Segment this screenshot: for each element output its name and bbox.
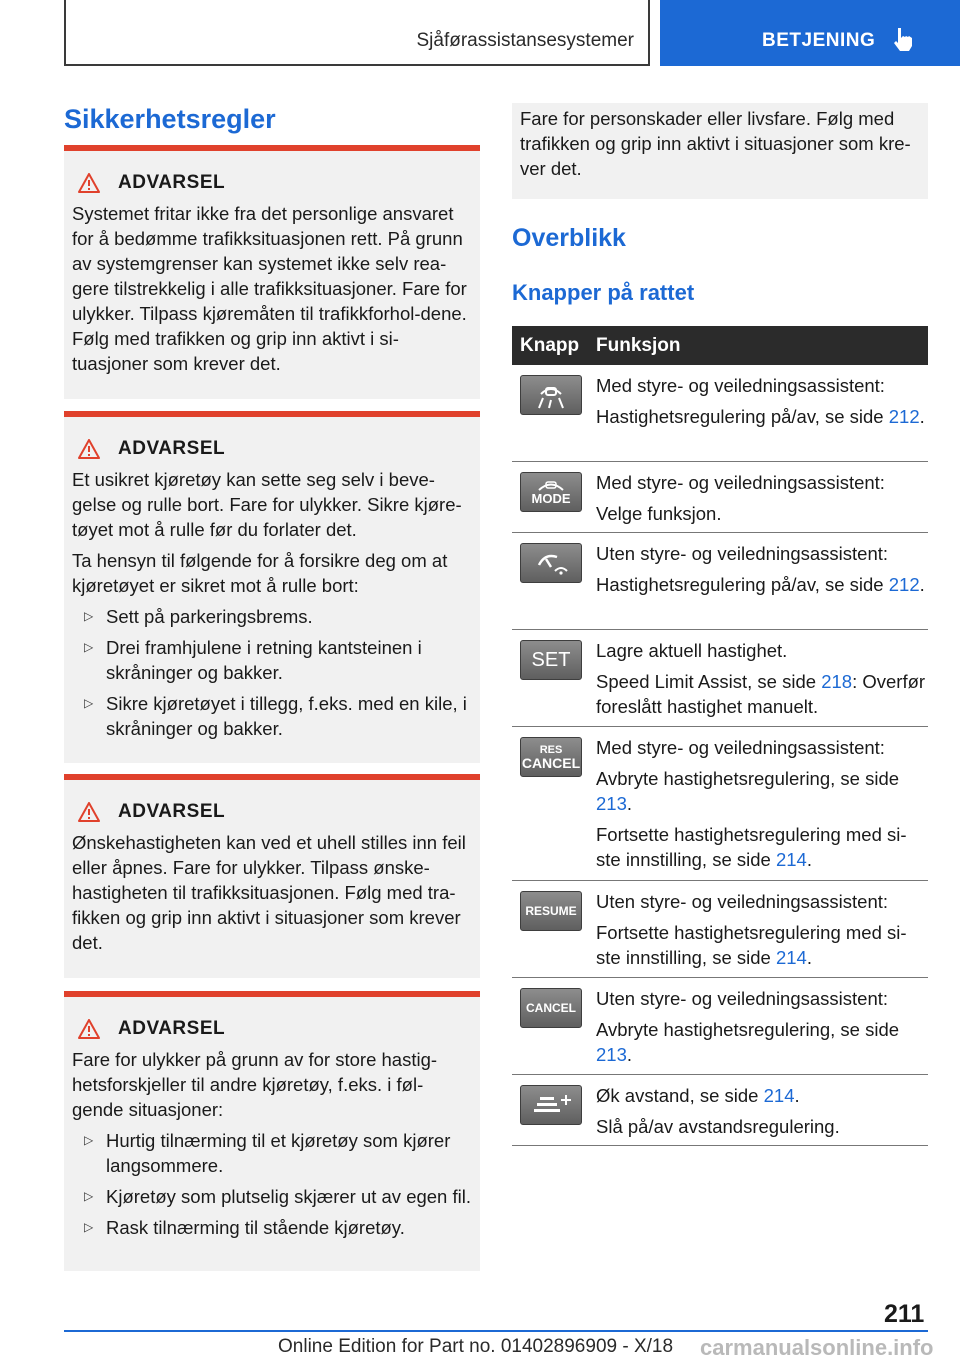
function-text: Slå på/av avstandsregulering.	[596, 1116, 840, 1137]
warning-label: ADVARSEL	[118, 172, 226, 193]
section-title: Overblikk	[512, 224, 626, 252]
function-text: Hastighetsregulering på/av, se side 212.	[596, 406, 925, 427]
column-header-function: Funksjon	[596, 334, 681, 356]
subsection-title: Knapper på rattet	[512, 280, 695, 305]
page-link[interactable]: 214	[775, 947, 807, 968]
table-row	[512, 978, 928, 1075]
page-link[interactable]: 218	[821, 671, 853, 692]
page-link[interactable]: 213	[596, 1044, 627, 1065]
function-text: Velge funksjon.	[596, 503, 722, 524]
watermark: carmanualsonline.info	[700, 1335, 934, 1360]
page-link[interactable]: 214	[775, 849, 807, 870]
list-item: ▷ Sett på parkeringsbrems.	[72, 604, 472, 629]
bullet-list	[72, 1128, 472, 1240]
function-text: Uten styre- og veiledningsassistent:	[596, 891, 889, 912]
steering-assistant-icon	[520, 375, 582, 415]
function-text: Fortsette hastighetsregulering med si-ste innstilling, se side 214.	[596, 922, 907, 968]
warning-triangle-icon	[78, 173, 100, 193]
warning-continuation	[512, 103, 928, 199]
page-link[interactable]: 212	[888, 406, 920, 427]
table-header	[512, 326, 928, 365]
table-row	[512, 462, 928, 533]
table-row	[512, 533, 928, 630]
resume-button-icon: RESUME	[520, 891, 582, 931]
note-text: Fare for personskader eller livsfare. Følg med trafikken og grip inn aktivt i situasjoner som kre-ver det.	[520, 108, 911, 179]
function-text: Uten styre- og veiledningsassistent:	[596, 543, 889, 564]
warning-triangle-icon	[78, 439, 100, 459]
warning-label: ADVARSEL	[118, 801, 226, 822]
warning-box	[64, 411, 480, 763]
list-item: ▷ Hurtig tilnærming til et kjøretøy som kjører langsommere.	[72, 1128, 472, 1178]
function-text: Lagre aktuell hastighet.	[596, 640, 788, 661]
function-text: Hastighetsregulering på/av, se side 212.	[596, 574, 925, 595]
header-chapter-tab[interactable]	[660, 0, 960, 66]
page-link[interactable]: 212	[888, 574, 920, 595]
list-item: ▷ Drei framhjulene i retning kantsteinen i skråninger og bakker.	[72, 635, 472, 685]
warning-text: Systemet fritar ikke fra det personlige ansvaret for å bedømme trafikksituasjonen rett. På grunn av systemgrenser kan systemet ikke selv rea-gere tilstrekkelig i alle trafikksituasjoner. Fare for ulykker. Tilpass kjøremåten til trafikkforhol-dene. Følg med trafikken og grip inn aktivt i si-tuasjoner som krever det.	[72, 203, 467, 374]
function-text: Med styre- og veiledningsassistent:	[596, 472, 885, 493]
res-cancel-button-icon: RES CANCEL	[520, 737, 582, 777]
page-title: Sikkerhetsregler	[64, 104, 276, 134]
function-text: Avbryte hastighetsregulering, se side 213.	[596, 1019, 900, 1065]
warning-box	[64, 145, 480, 399]
footer-divider	[64, 1330, 928, 1332]
warning-text: Et usikret kjøretøy kan sette seg selv i beve-gelse og rulle bort. Fare for ulykker. Sikre kjøre-tøyet mot å rulle før du forlater det.	[72, 469, 462, 540]
warning-box	[64, 991, 480, 1271]
warning-label: ADVARSEL	[118, 438, 226, 459]
footer-edition: Online Edition for Part no. 01402896909 - X/18	[278, 1336, 674, 1357]
warning-triangle-icon	[78, 1019, 100, 1039]
table-row	[512, 1075, 928, 1146]
list-item: ▷ Sikre kjøretøyet i tillegg, f.eks. med en kile, i skråninger og bakker.	[72, 691, 472, 741]
list-item: ▷ Rask tilnærming til stående kjøretøy.	[72, 1215, 472, 1240]
buttons-table	[512, 326, 928, 1146]
function-text: Øk avstand, se side 214.	[596, 1085, 800, 1106]
warning-box	[64, 774, 480, 978]
table-row	[512, 365, 928, 462]
warning-triangle-icon	[78, 802, 100, 822]
function-text: Med styre- og veiledningsassistent:	[596, 737, 885, 758]
mode-button-icon: MODE	[520, 472, 582, 512]
warning-text: Ønskehastigheten kan ved et uhell stilles inn feil eller åpnes. Fare for ulykker. Tilpass ønske-hastigheten til trafikksituasjonen. Følg med tra-fikken og grip inn aktivt i situasjoner som krever det.	[72, 832, 466, 953]
function-text: Avbryte hastighetsregulering, se side 213.	[596, 768, 900, 814]
column-header-button: Knapp	[520, 334, 580, 356]
header-section-box	[64, 0, 650, 66]
page-link[interactable]: 214	[763, 1085, 795, 1106]
header-section-title: Sjåførassistansesystemer	[416, 30, 634, 51]
set-button-icon: SET	[520, 640, 582, 680]
page-number: 211	[884, 1300, 925, 1328]
function-text: Speed Limit Assist, se side 218: Overfør foreslått hastighet manuelt.	[596, 671, 926, 717]
distance-plus-icon	[520, 1085, 582, 1125]
function-text: Uten styre- og veiledningsassistent:	[596, 988, 889, 1009]
warning-heading	[72, 800, 472, 824]
cancel-button-icon: CANCEL	[520, 988, 582, 1028]
page-link[interactable]: 213	[596, 793, 627, 814]
function-text: Med styre- og veiledningsassistent:	[596, 375, 885, 396]
warning-text: Fare for ulykker på grunn av for store hastig-hetsforskjeller til andre kjøretøy, f.eks. i føl-gende situasjoner:	[72, 1049, 438, 1120]
hand-pointer-icon	[892, 26, 914, 52]
header-chapter-label: BETJENING	[762, 30, 876, 51]
function-text: Fortsette hastighetsregulering med si-ste innstilling, se side 214.	[596, 824, 907, 870]
warning-heading	[72, 1017, 472, 1041]
warning-label: ADVARSEL	[118, 1018, 226, 1039]
list-item: ▷ Kjøretøy som plutselig skjærer ut av egen fil.	[72, 1184, 472, 1209]
table-row	[512, 630, 928, 727]
cruise-control-icon	[520, 543, 582, 583]
warning-text: Ta hensyn til følgende for å forsikre deg om at kjøretøyet er sikret mot å rulle bort:	[72, 550, 448, 596]
table-row	[512, 881, 928, 978]
warning-heading	[72, 437, 472, 461]
warning-heading	[72, 171, 472, 195]
table-row	[512, 727, 928, 881]
bullet-list	[72, 604, 472, 741]
